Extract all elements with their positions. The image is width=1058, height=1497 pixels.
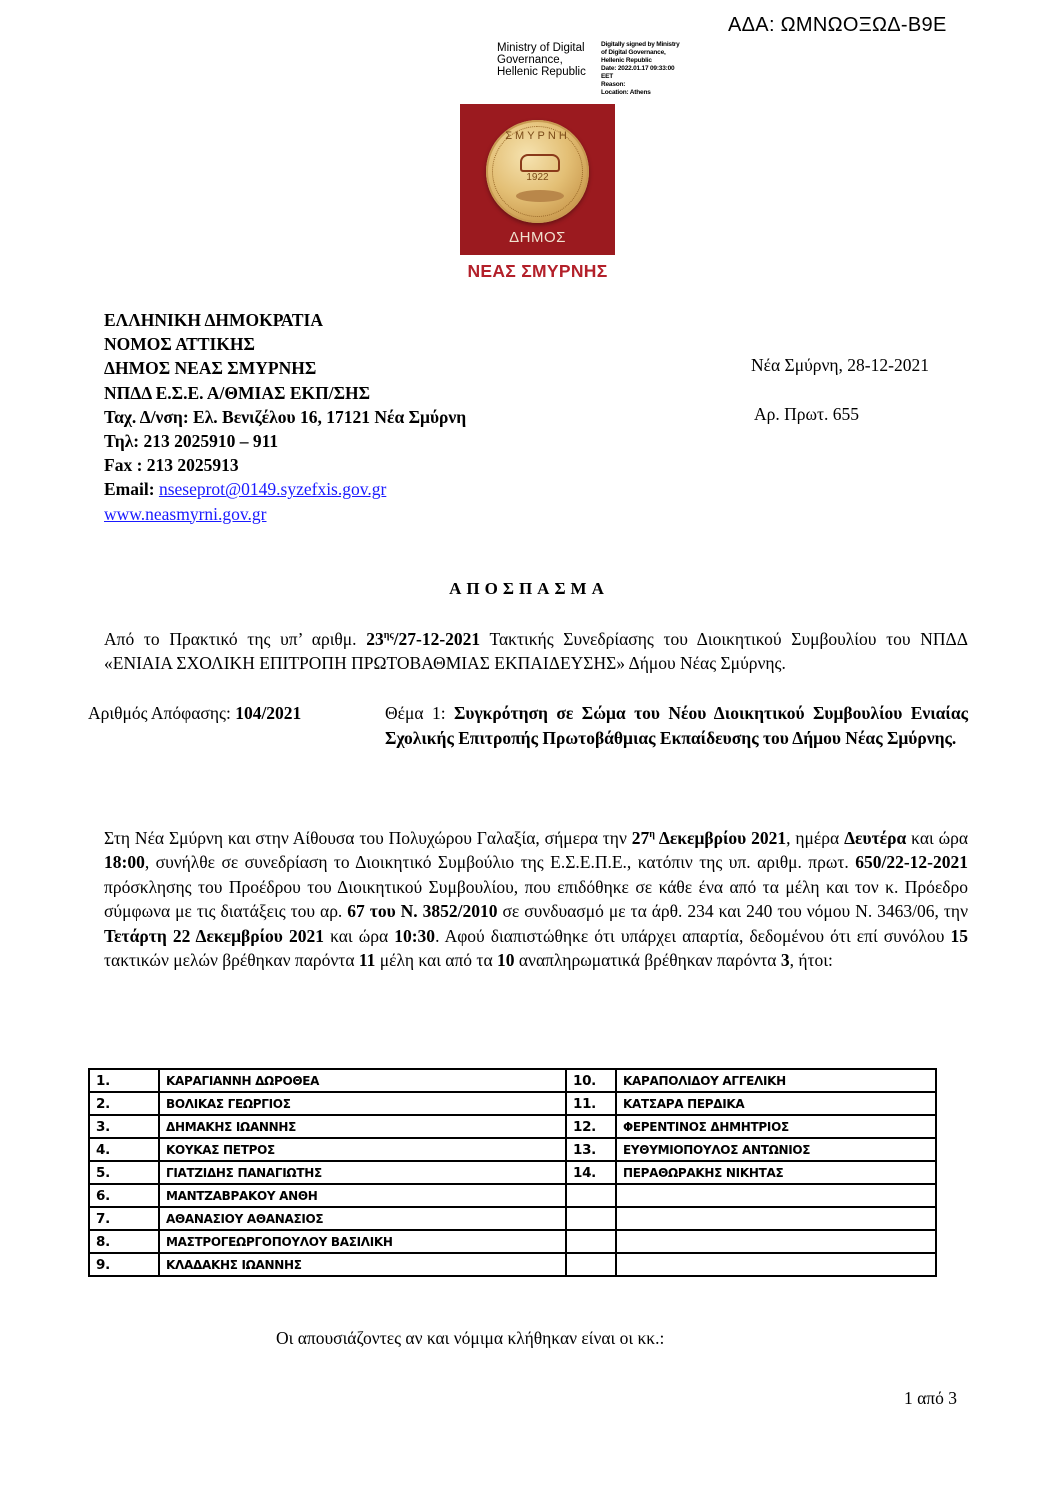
law-reference: 67 του Ν. 3852/2010 xyxy=(347,901,498,922)
fax: Fax : 213 2025913 xyxy=(104,455,239,476)
place-date: Νέα Σμύρνη, 28-12-2021 xyxy=(751,355,929,375)
body-text: αναπληρωματικά βρέθηκαν παρόντα xyxy=(514,950,781,971)
page-number: 1 από 3 xyxy=(904,1388,958,1408)
member-number: 12. xyxy=(566,1115,616,1138)
member-name xyxy=(616,1207,936,1230)
ada-code: ΑΔΑ: ΩΜΝΩΟΞΩΔ-Β9Ε xyxy=(728,14,947,36)
table-row xyxy=(89,1092,936,1115)
member-name xyxy=(616,1184,936,1207)
member-name: ΚΛΑΔΑΚΗΣ ΙΩΑΝΝΗΣ xyxy=(159,1253,566,1276)
member-name: ΦΕΡΕΝΤΙΝΟΣ ΔΗΜΗΤΡΙΟΣ xyxy=(616,1115,936,1138)
meeting-weekday: Δευτέρα xyxy=(844,827,907,848)
signature-signer xyxy=(497,42,586,78)
subject-label: Θέμα 1: xyxy=(385,703,454,723)
member-name: ΠΕΡΑΘΩΡΑΚΗΣ ΝΙΚΗΤΑΣ xyxy=(616,1161,936,1184)
signature-detail-line: Digitally signed by Ministry xyxy=(601,41,680,48)
table-row xyxy=(89,1207,936,1230)
member-name: ΒΟΛΙΚΑΣ ΓΕΩΡΓΙΟΣ xyxy=(159,1092,566,1115)
website-row xyxy=(104,502,466,526)
body-paragraph xyxy=(104,823,968,973)
body-text: πρόσκλησης του Προέδρου του Διοικητικού Συμβουλίου, που επιδόθηκε σε κάθε ένα από τα μέλη και τον κ. Πρόεδρο σύμφωνα με τις διατάξεις του αρ. xyxy=(104,876,968,922)
member-number: 11. xyxy=(566,1092,616,1115)
website-link[interactable]: www.neasmyrni.gov.gr xyxy=(104,503,267,524)
municipality-logo xyxy=(460,104,615,288)
letterhead xyxy=(104,308,466,526)
table-row xyxy=(89,1253,936,1276)
session-date: /27-12-2021 xyxy=(393,628,481,649)
address: Ταχ. Δ/νση: Ελ. Βενιζέλου 16, 17121 Νέα Σμύρνη xyxy=(104,406,467,427)
meeting-time: 18:00 xyxy=(104,852,145,873)
coin-word: ΣΜΥΡΝΗ xyxy=(505,130,570,142)
member-name: ΕΥΘΥΜΙΟΠΟΥΛΟΣ ΑΝΤΩΝΙΟΣ xyxy=(616,1138,936,1161)
member-name: ΜΑΣΤΡΟΓΕΩΡΓΟΠΟΥΛΟΥ ΒΑΣΙΛΙΚΗ xyxy=(159,1230,566,1253)
decision-label: Αριθμός Απόφασης: xyxy=(88,703,236,723)
body-text: , ημέρα xyxy=(786,827,845,848)
member-name: ΔΗΜΑΚΗΣ ΙΩΑΝΝΗΣ xyxy=(159,1115,566,1138)
member-number: 4. xyxy=(89,1138,159,1161)
table-row xyxy=(89,1069,936,1092)
body-text: και ώρα xyxy=(323,925,395,946)
absent-members-line: Οι απουσιάζοντες αν και νόμιμα κλήθηκαν είναι οι κκ.: xyxy=(276,1328,665,1348)
present-members: 11 xyxy=(358,950,376,971)
member-number: 1. xyxy=(89,1069,159,1092)
signature-detail-line: Location: Athens xyxy=(601,89,651,96)
intro-paragraph xyxy=(104,624,968,676)
member-number xyxy=(566,1207,616,1230)
member-number: 5. xyxy=(89,1161,159,1184)
member-number xyxy=(566,1184,616,1207)
body-text: Στη Νέα Σμύρνη και στην Αίθουσα του Πολυχώρου Γαλαξία, σήμερα την xyxy=(104,827,632,848)
protocol-number: Αρ. Πρωτ. 655 xyxy=(754,404,860,424)
member-name: ΚΑΡΑΠΟΛΙΔΟΥ ΑΓΓΕΛΙΚΗ xyxy=(616,1069,936,1092)
invitation-time: 10:30 xyxy=(394,925,436,946)
phone: Τηλ: 213 2025910 – 911 xyxy=(104,431,279,452)
member-number: 7. xyxy=(89,1207,159,1230)
member-name: ΚΑΤΣΑΡΑ ΠΕΡΔΙΚΑ xyxy=(616,1092,936,1115)
logo-name: ΝΕΑΣ ΣΜΥΡΝΗΣ xyxy=(467,261,608,281)
member-number: 13. xyxy=(566,1138,616,1161)
signature-details xyxy=(601,41,680,97)
table-row xyxy=(89,1115,936,1138)
letterhead-line: ΝΟΜΟΣ ΑΤΤΙΚΗΣ xyxy=(104,334,255,355)
body-text: τακτικών μελών βρέθηκαν παρόντα xyxy=(104,950,359,971)
letterhead-line: ΔΗΜΟΣ ΝΕΑΣ ΣΜΥΡΝΗΣ xyxy=(104,358,317,379)
member-name xyxy=(616,1230,936,1253)
table-row xyxy=(89,1138,936,1161)
email-link[interactable]: nseseprot@0149.syzefxis.gov.gr xyxy=(158,479,387,500)
document-title: ΑΠΟΣΠΑΣΜΑ xyxy=(449,579,609,598)
body-text: , ήτοι: xyxy=(789,950,833,971)
intro-text: Τακτικής Συνεδρίασης του Διοικητικού Συμβουλίου του ΝΠΔΔ «ΕΝΙΑΙΑ ΣΧΟΛΙΚΗ ΕΠΙΤΡΟΠΗ ΠΡΩΤΟΒΑΘΜΙΑΣ ΕΚΠΑΙΔΕΥΣΗΣ» Δήμου Νέας Σμύρνης. xyxy=(104,628,968,674)
invitation-number: 650/22-12-2021 xyxy=(855,852,968,873)
member-name xyxy=(616,1253,936,1276)
signer-line: Governance, xyxy=(497,54,563,66)
decision-number-value: 104/2021 xyxy=(235,703,302,723)
member-number xyxy=(566,1253,616,1276)
member-number: 6. xyxy=(89,1184,159,1207)
email-label: Email: xyxy=(104,479,155,500)
meeting-day: 27 xyxy=(631,827,650,848)
member-name: ΚΟΥΚΑΣ ΠΕΤΡΟΣ xyxy=(159,1138,566,1161)
decision-subject xyxy=(385,701,968,750)
decision-number xyxy=(88,701,301,726)
signature-detail-line: Date: 2022.01.17 09:33:00 xyxy=(601,65,675,72)
signer-line: Ministry of Digital xyxy=(497,42,585,54)
member-name: ΜΑΝΤΖΑΒΡΑΚΟΥ ΑΝΘΗ xyxy=(159,1184,566,1207)
table-row xyxy=(89,1230,936,1253)
signature-detail-line: Reason: xyxy=(601,81,626,88)
signature-detail-line: of Digital Governance, xyxy=(601,49,666,56)
meeting-month: Δεκεμβρίου 2021 xyxy=(654,827,787,848)
member-number: 3. xyxy=(89,1115,159,1138)
present-substitutes: 3 xyxy=(780,950,790,971)
session-number: 23 xyxy=(366,628,384,649)
invitation-date: Τετάρτη 22 Δεκεμβρίου 2021 xyxy=(104,925,324,946)
body-text: μέλη και από τα xyxy=(375,950,498,971)
email-row xyxy=(104,477,466,501)
members-table xyxy=(88,1068,937,1277)
body-text: , συνήλθε σε συνεδρίαση το Διοικητικό Συμβούλιο της Ε.Σ.Ε.Π.Ε., κατόπιν της υπ. αριθμ. πρωτ. xyxy=(144,852,856,873)
member-number: 9. xyxy=(89,1253,159,1276)
logo-dimos: ΔΗΜΟΣ xyxy=(509,229,566,246)
total-members: 15 xyxy=(950,925,969,946)
coin-year: 1922 xyxy=(526,172,549,183)
member-number: 8. xyxy=(89,1230,159,1253)
signature-detail-line: Hellenic Republic xyxy=(601,57,652,64)
body-text: . Αφού διαπιστώθηκε ότι υπάρχει απαρτία, δεδομένου ότι επί συνόλου xyxy=(435,925,951,946)
body-text: σε συνδυασμό με τα άρθ. 234 και 240 του νόμου Ν. 3463/06, την xyxy=(497,901,968,922)
signature-detail-line: EET xyxy=(601,73,614,80)
letterhead-line: ΕΛΛΗΝΙΚΗ ΔΗΜΟΚΡΑΤΙΑ xyxy=(104,310,323,330)
body-text: και ώρα xyxy=(906,827,968,848)
substitute-members: 10 xyxy=(497,950,515,971)
letterhead-line: ΝΠΔΔ Ε.Σ.Ε. Α/ΘΜΙΑΣ ΕΚΠ/ΣΗΣ xyxy=(104,382,371,403)
member-number: 14. xyxy=(566,1161,616,1184)
logo-background xyxy=(460,104,615,255)
member-name: ΑΘΑΝΑΣΙΟΥ ΑΘΑΝΑΣΙΟΣ xyxy=(159,1207,566,1230)
member-number: 10. xyxy=(566,1069,616,1092)
intro-text: Από το Πρακτικό της υπ’ αριθμ. xyxy=(104,628,367,649)
dolphin-icon xyxy=(516,190,564,202)
signer-line: Hellenic Republic xyxy=(497,66,586,78)
ionic-column-icon xyxy=(520,154,560,172)
session-number-suffix: ης xyxy=(383,630,394,641)
subject-text: Συγκρότηση σε Σώμα του Νέου Διοικητικού Συμβουλίου Ενιαίας Σχολικής Επιτροπής Πρωτοβάθμιας Εκπαίδευσης του Δήμου Νέας Σμύρνης. xyxy=(385,703,968,748)
member-name: ΓΙΑΤΖΙΔΗΣ ΠΑΝΑΓΙΩΤΗΣ xyxy=(159,1161,566,1184)
member-name: ΚΑΡΑΓΙΑΝΝΗ ΔΩΡΟΘΕΑ xyxy=(159,1069,566,1092)
table-row xyxy=(89,1184,936,1207)
member-number: 2. xyxy=(89,1092,159,1115)
table-row xyxy=(89,1161,936,1184)
meeting-day-suffix: η xyxy=(649,829,655,840)
member-number xyxy=(566,1230,616,1253)
coin-emblem-icon xyxy=(486,120,589,223)
